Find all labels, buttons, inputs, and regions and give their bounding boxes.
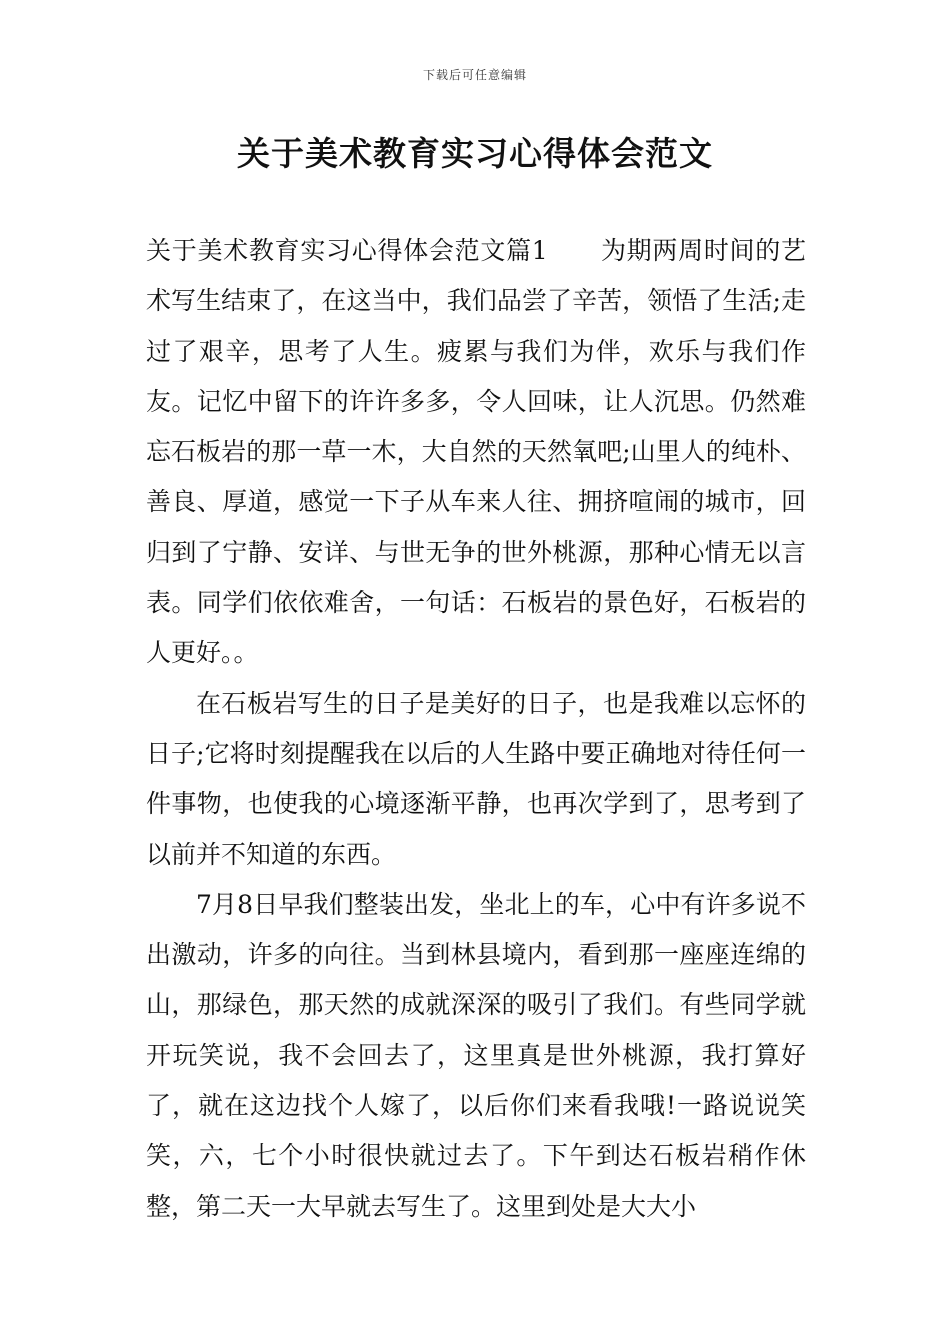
- paragraph-1-text: 为期两周时间的艺术写生结束了，在这当中，我们品尝了辛苦，领悟了生活;走过了艰辛，思考了人生。疲累与我们为伴，欢乐与我们作友。记忆中留下的许许多多，令人回味，让人沉思。仍然难忘石板岩的那一草一木，大自然的天然氧吧;山里人的纯朴、善良、厚道，感觉一下子从车来人往、拥挤喧闹的城市，回归到了宁静、安详、与世无争的世外桃源，那种心情无以言表。同学们依依难舍，一句话：石板岩的景色好，石板岩的人更好。。: [146, 236, 806, 668]
- document-title: 关于美术教育实习心得体会范文: [237, 134, 713, 173]
- section-heading: 关于美术教育实习心得体会范文篇1: [146, 236, 548, 265]
- document-body: [146, 226, 806, 1232]
- header-note: 下载后可任意编辑: [422, 68, 527, 82]
- paragraph-3: 7月8日早我们整装出发，坐北上的车，心中有许多说不出激动，许多的向往。当到林县境内，看到那一座座连绵的山，那绿色，那天然的成就深深的吸引了我们。有些同学就开玩笑说，我不会回去了，这里真是世外桃源，我打算好了，就在这边找个人嫁了，以后你们来看我哦!一路说说笑笑，六，七个小时很快就过去了。下午到达石板岩稍作休整，第二天一大早就去写生了。这里到处是大大小: [146, 889, 806, 1221]
- paragraph-2: 在石板岩写生的日子是美好的日子，也是我难以忘怀的日子;它将时刻提醒我在以后的人生路中要正确地对待任何一件事物，也使我的心境逐渐平静，也再次学到了，思考到了以前并不知道的东西。: [146, 688, 806, 869]
- paragraph-1: [146, 226, 806, 679]
